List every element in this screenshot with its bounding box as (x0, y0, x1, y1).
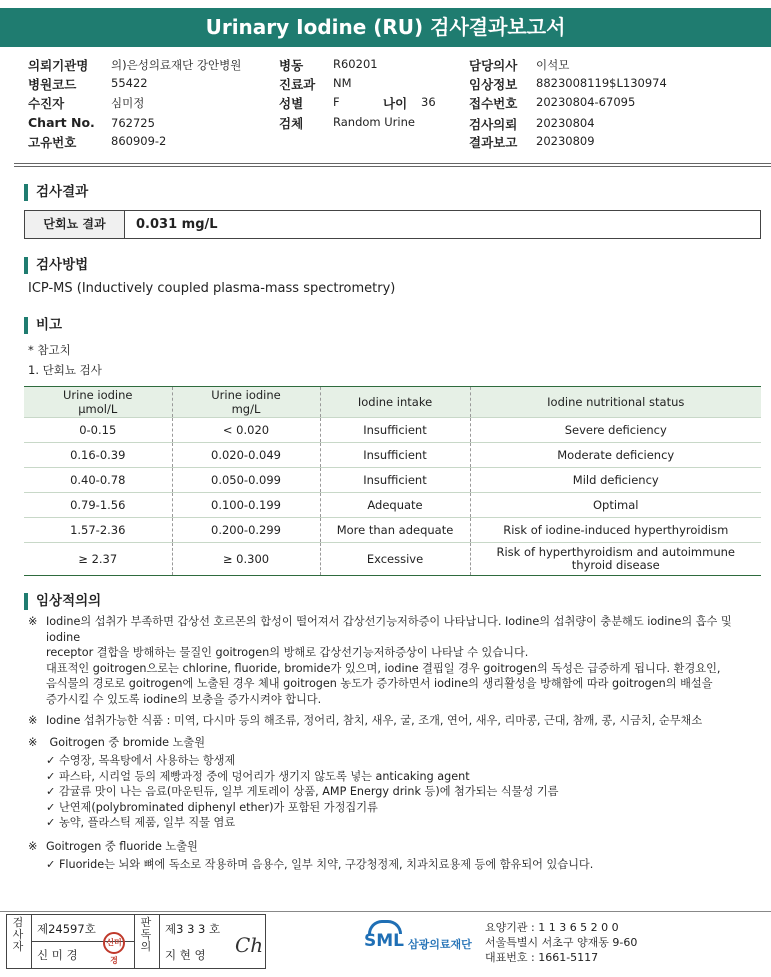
seal-stamp-icon: 신미경 (103, 932, 125, 954)
clinical-line: Iodine 섭취가능한 식품 : 미역, 다시마 등의 해조류, 정어리, 참치, 새우, 굴, 조개, 연어, 새우, 리마콩, 근대, 참깨, 콩, 시금치, 순무채소 (46, 714, 703, 727)
info-value: 8823008119$L130974 (536, 76, 667, 90)
info-label: 검체 (279, 116, 304, 131)
bromide-list (28, 753, 758, 831)
confirmer-name: 지 현 영 (165, 948, 206, 962)
report-title: Urinary Iodine (RU) 검사결과보고서 (0, 8, 771, 47)
info-label: 진료과 (279, 77, 316, 92)
table-header-row (24, 387, 761, 418)
reference-mark-icon: ※ (28, 615, 38, 628)
confirmer-label: 판독의 (140, 916, 152, 953)
examiner-name: 신 미 경 (37, 948, 78, 962)
table-row (24, 418, 761, 443)
clinical-line: Goitrogen 중 bromide 노출원 (46, 735, 206, 749)
method-heading: 검사방법 (24, 257, 88, 274)
divider (14, 163, 771, 167)
info-value: 860909-2 (111, 134, 167, 148)
clinical-line: receptor 결합을 방해하는 물질인 goitrogen의 방해로 갑상선기능저하증상이 나타날 수 있습니다. (46, 646, 529, 659)
check-icon: ✓ (46, 816, 56, 829)
clinical-line: 음식물의 경로로 goitrogen에 노출된 경우 체내 goitrogen 농도가 증가하면서 iodine의 생리활성을 방해함에 따라 goitrogen의 배설을 (46, 677, 713, 690)
reference-mark-icon: ※ (28, 735, 38, 749)
info-value: R60201 (333, 57, 378, 71)
reference-table (24, 386, 761, 576)
info-label: 접수번호 (469, 96, 518, 111)
clinical-paragraph (28, 839, 758, 855)
remarks-note: * 참고치 (28, 343, 71, 357)
examiner-license: 제24597호 (37, 922, 96, 936)
check-icon: ✓ (46, 785, 56, 798)
divider (159, 915, 160, 968)
info-label: 검사의뢰 (469, 117, 518, 132)
table-cell: Insufficient (320, 443, 470, 468)
info-value: 20230804-67095 (536, 95, 636, 109)
fluoride-list (28, 857, 758, 873)
info-value: 의)은성의료재단 강안병원 (111, 58, 242, 72)
table-row (24, 443, 761, 468)
table-header: Iodine intake (320, 387, 470, 418)
logo-org-name: 삼광의료재단 (408, 938, 472, 951)
clinical-line: 대표적인 goitrogen으로는 chlorine, fluoride, bromide가 있으며, iodine 결핍일 경우 goitrogen의 독성은 급증하게 됩니다. 환경요인, (46, 661, 721, 675)
info-value: NM (333, 76, 352, 90)
footer-divider (0, 911, 771, 912)
table-cell: 0.020-0.049 (172, 443, 320, 468)
table-cell: Excessive (320, 543, 470, 576)
info-label: 결과보고 (469, 135, 518, 150)
clinical-paragraph (28, 614, 758, 707)
examiner-label: 검사자 (12, 916, 24, 953)
org-line: 서울특별시 서초구 양재동 9-60 (485, 936, 638, 949)
list-item: ✓ 감귤류 맛이 나는 음료(마운틴듀, 일부 게토레이 상품, AMP Energy drink 등)에 첨가되는 식물성 기름 (46, 785, 559, 798)
info-value: Random Urine (333, 115, 415, 129)
check-icon: ✓ (46, 754, 56, 767)
table-cell: 0-0.15 (24, 418, 172, 443)
info-value: 20230809 (536, 134, 595, 148)
patient-info (0, 56, 771, 156)
result-value: 0.031 mg/L (136, 217, 218, 232)
info-label: 의뢰기관명 (28, 58, 89, 73)
table-row (24, 493, 761, 518)
check-icon: ✓ (46, 769, 56, 783)
result-heading: 검사결과 (24, 184, 88, 201)
table-row (24, 543, 761, 576)
table-cell: ≥ 2.37 (24, 543, 172, 576)
remarks-sub: 1. 단회뇨 검사 (28, 363, 102, 377)
table-cell: More than adequate (320, 518, 470, 543)
table-cell: Insufficient (320, 468, 470, 493)
reference-mark-icon: ※ (28, 839, 38, 853)
clinical-line: Iodine의 섭취가 부족하면 갑상선 호르몬의 합성이 떨어져서 갑상선기능저하증이 나타납니다. Iodine의 섭취량이 충분해도 iodine의 흡수 및 iodine (46, 615, 732, 644)
info-value: F (333, 95, 340, 109)
clinical-paragraph (28, 713, 758, 729)
table-cell: Insufficient (320, 418, 470, 443)
confirmer-license: 제3 3 3 호 (165, 922, 221, 936)
info-value: 762725 (111, 116, 155, 130)
check-icon: ✓ (46, 800, 56, 814)
org-line: 대표번호 : 1661-5117 (485, 951, 599, 964)
info-label: 담당의사 (469, 58, 518, 73)
table-cell: Risk of hyperthyroidism and autoimmune thyroid disease (470, 543, 761, 576)
list-item: ✓ 수영장, 목욕탕에서 사용하는 항생제 (46, 754, 236, 767)
table-cell: Risk of iodine-induced hyperthyroidism (470, 518, 761, 543)
divider (134, 915, 135, 968)
table-cell: Adequate (320, 493, 470, 518)
table-header: Iodine nutritional status (470, 387, 761, 418)
list-item: ✓ 난연제(polybrominated diphenyl ether)가 포함된 가정집기류 (46, 800, 378, 814)
table-cell: 0.100-0.199 (172, 493, 320, 518)
table-cell: ≥ 0.300 (172, 543, 320, 576)
list-item: ✓ 파스타, 시리얼 등의 제빵과정 중에 덩어리가 생기지 않도록 넣는 anticaking agent (46, 769, 470, 783)
list-item: ✓ Fluoride는 뇌와 뼈에 독소로 작용하며 음용수, 일부 치약, 구강청정제, 치과치료용제 등에 함유되어 있습니다. (46, 858, 594, 871)
check-icon: ✓ (46, 858, 56, 871)
reference-mark-icon: ※ (28, 714, 38, 727)
logo-text: SML (364, 931, 404, 951)
table-cell: Moderate deficiency (470, 443, 761, 468)
organization-info (485, 920, 637, 965)
info-label: 병동 (279, 58, 304, 73)
info-label: 수진자 (28, 96, 65, 111)
table-row (24, 468, 761, 493)
table-cell: Optimal (470, 493, 761, 518)
table-cell: 0.050-0.099 (172, 468, 320, 493)
table-cell: 1.57-2.36 (24, 518, 172, 543)
info-value: 55422 (111, 76, 148, 90)
info-value: 20230804 (536, 116, 595, 130)
clinical-line: Goitrogen 중 fluoride 노출원 (46, 839, 198, 853)
clinical-section (28, 614, 758, 873)
org-line: 요양기관 : 1 1 3 6 5 2 0 0 (485, 921, 619, 934)
remarks-heading: 비고 (24, 317, 62, 334)
table-cell: 0.200-0.299 (172, 518, 320, 543)
signature-box (6, 914, 266, 969)
info-label: Chart No. (28, 115, 95, 130)
table-header: Urine iodine mg/L (172, 387, 320, 418)
method-text: ICP-MS (Inductively coupled plasma-mass spectrometry) (28, 281, 396, 296)
result-box (24, 210, 761, 239)
signature-icon: Ch (235, 933, 264, 957)
info-label: 고유번호 (28, 135, 77, 150)
table-cell: 0.40-0.78 (24, 468, 172, 493)
table-cell: Severe deficiency (470, 418, 761, 443)
result-label: 단회뇨 결과 (25, 211, 125, 238)
sml-logo (364, 920, 484, 964)
table-cell: 0.79-1.56 (24, 493, 172, 518)
clinical-heading: 임상적의의 (24, 593, 101, 610)
table-row (24, 518, 761, 543)
info-label: 나이 (383, 96, 408, 111)
info-value: 36 (421, 95, 436, 109)
clinical-paragraph (28, 735, 758, 751)
info-value: 심미정 (111, 96, 145, 110)
info-label: 임상정보 (469, 77, 518, 92)
info-label: 성별 (279, 96, 304, 111)
table-header: Urine iodine μmol/L (24, 387, 172, 418)
clinical-line: 증가시킬 수 있도록 iodine의 보충을 증가시켜야 합니다. (46, 692, 322, 706)
table-cell: < 0.020 (172, 418, 320, 443)
list-item: ✓ 농약, 플라스틱 제품, 일부 직물 염료 (46, 816, 236, 829)
info-label: 병원코드 (28, 77, 77, 92)
info-value: 이석모 (536, 58, 570, 72)
table-cell: Mild deficiency (470, 468, 761, 493)
table-cell: 0.16-0.39 (24, 443, 172, 468)
